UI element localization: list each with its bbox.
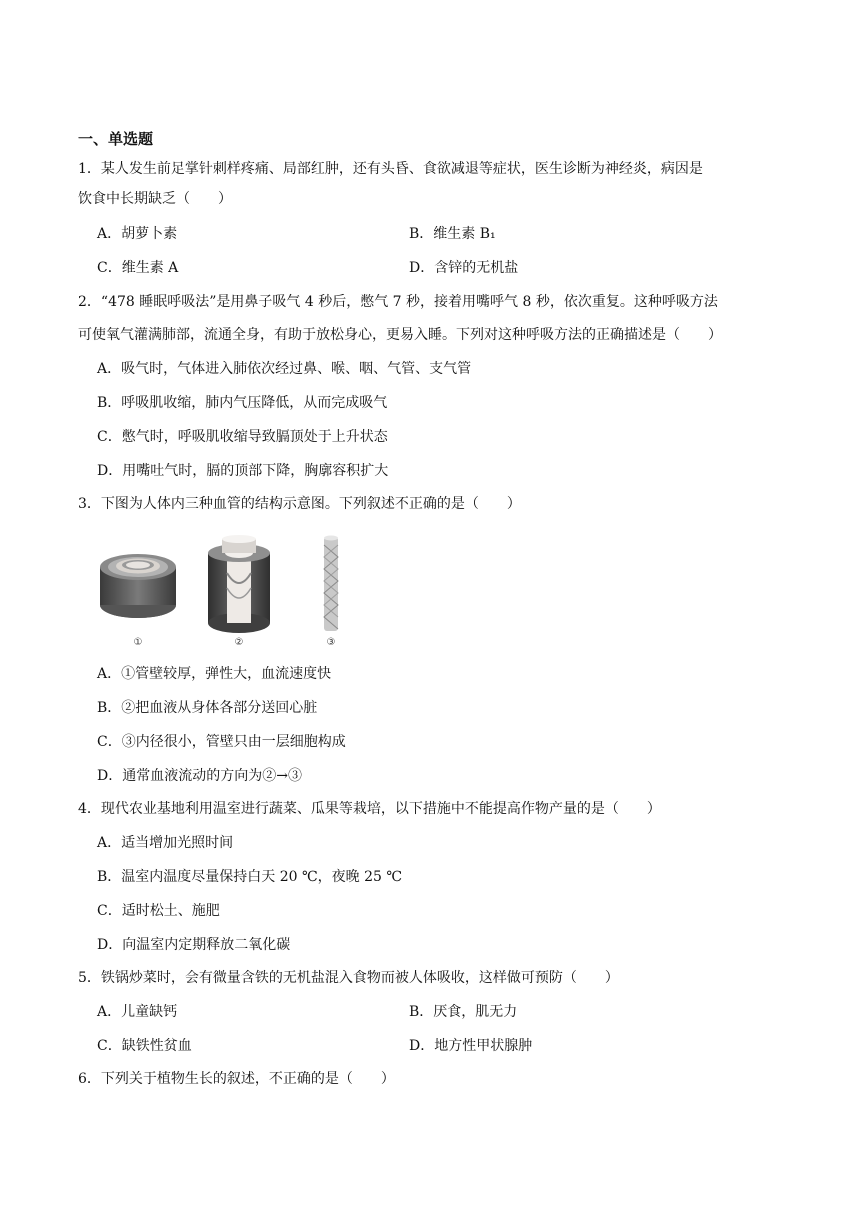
figure-label-2: ② — [234, 637, 244, 648]
q1-option-d[interactable]: D．含锌的无机盐 — [409, 260, 519, 276]
q4-option-a[interactable]: A．适当增加光照时间 — [97, 835, 234, 851]
q3-option-b[interactable]: B．②把血液从身体各部分送回心脏 — [97, 700, 318, 716]
artery-illustration — [100, 554, 176, 618]
vein-illustration — [208, 535, 270, 633]
q1-stem-line2: 饮食中长期缺乏（ ） — [78, 191, 232, 207]
q2-option-d[interactable]: D．用嘴吐气时，膈的顶部下降，胸廓容积扩大 — [97, 463, 389, 479]
q1-option-c[interactable]: C．维生素 A — [97, 260, 179, 276]
q2-option-b[interactable]: B．呼吸肌收缩，肺内气压降低，从而完成吸气 — [97, 395, 388, 411]
q2-option-a[interactable]: A．吸气时，气体进入肺依次经过鼻、喉、咽、气管、支气管 — [97, 361, 472, 377]
capillary-illustration — [324, 536, 338, 632]
figure-label-1: ① — [133, 637, 143, 648]
q1-option-b[interactable]: B．维生素 B₁ — [409, 226, 496, 242]
q6-stem: 6．下列关于植物生长的叙述，不正确的是（ ） — [78, 1071, 395, 1087]
q5-option-d[interactable]: D．地方性甲状腺肿 — [409, 1038, 533, 1054]
q4-option-d[interactable]: D．向温室内定期释放二氧化碳 — [97, 937, 291, 953]
q5-option-a[interactable]: A．儿童缺钙 — [97, 1004, 178, 1020]
section-title: 一、单选题 — [78, 130, 154, 148]
q3-option-c[interactable]: C．③内径很小，管壁只由一层细胞构成 — [97, 734, 346, 750]
q5-option-b[interactable]: B．厌食，肌无力 — [409, 1004, 518, 1020]
q3-option-a[interactable]: A．①管壁较厚，弹性大，血流速度快 — [97, 666, 332, 682]
q4-option-c[interactable]: C．适时松土、施肥 — [97, 903, 220, 919]
q5-option-c[interactable]: C．缺铁性贫血 — [97, 1038, 192, 1054]
q2-option-c[interactable]: C．憋气时，呼吸肌收缩导致膈顶处于上升状态 — [97, 429, 388, 445]
figure-label-3: ③ — [326, 637, 336, 648]
q1-option-a[interactable]: A．胡萝卜素 — [97, 226, 178, 242]
q4-stem: 4．现代农业基地利用温室进行蔬菜、瓜果等栽培，以下措施中不能提高作物产量的是（ ） — [78, 801, 661, 817]
q4-option-b[interactable]: B．温室内温度尽量保持白天 20 ℃，夜晚 25 ℃ — [97, 869, 403, 885]
q3-option-d[interactable]: D．通常血液流动的方向为②→③ — [97, 768, 302, 784]
q2-stem-line1: 2．“478 睡眠呼吸法”是用鼻子吸气 4 秒后，憋气 7 秒，接着用嘴呼气 8 秒，依次重复。这种呼吸方法 — [78, 294, 718, 310]
q1-stem-line1: 1．某人发生前足掌针刺样疼痛、局部红肿，还有头昏、食欲减退等症状，医生诊断为神经炎，病因是 — [78, 161, 703, 177]
q5-stem: 5．铁锅炒菜时，会有微量含铁的无机盐混入食物而被人体吸收，这样做可预防（ ） — [78, 970, 619, 986]
q2-stem-line2: 可使氧气灌满肺部，流通全身，有助于放松身心，更易入睡。下列对这种呼吸方法的正确描述是（ ） — [78, 327, 722, 343]
q3-stem: 3．下图为人体内三种血管的结构示意图。下列叙述不正确的是（ ） — [78, 496, 521, 512]
blood-vessel-figure — [96, 533, 366, 653]
